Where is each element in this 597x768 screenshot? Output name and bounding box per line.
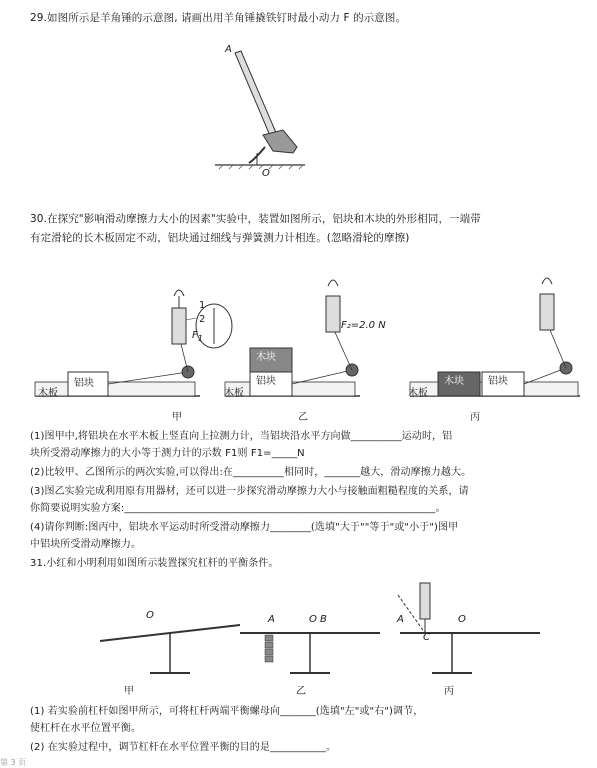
- q30-sub4-line1: (4)请你判断:图丙中，铝块水平运动时所受滑动摩擦力________(选填"大于""等于"或"小于")图甲: [30, 522, 459, 533]
- caption-yi: 乙: [298, 412, 308, 423]
- lever-caption-bing: 丙: [444, 686, 454, 697]
- q30-sub2: (2)比较甲、乙图所示的两次实验,可以得出:在__________相同时，_______越大，滑动摩擦力越大。: [30, 467, 472, 478]
- q30-sub3-line1: (3)图乙实验完成利用原有用器材，还可以进一步探究滑动摩擦力大小与接触面粗糙程度的关系，请: [30, 486, 469, 497]
- caption-bing: 丙: [470, 412, 480, 423]
- aluminum-label-jia: 铝块: [74, 378, 94, 389]
- lever-yi-a: A: [268, 614, 275, 625]
- q29-text: 29.如图所示是羊角锤的示意图, 请画出用羊角锤撬铁钉时最小动力 F 的示意图。: [30, 12, 407, 24]
- q31-intro: 31.小红和小明利用如图所示装置探究杠杆的平衡条件。: [30, 558, 279, 569]
- wood-label-bing: 木块: [444, 376, 464, 387]
- board-label-bing: 木板: [408, 388, 428, 399]
- q30-sub4-line2: 中铝块所受滑动摩擦力。: [30, 539, 142, 550]
- q30-intro-line1: 30.在探究"影响滑动摩擦力大小的因素"实验中，装置如图所示，铝块和木块的外形相同，一端带: [30, 213, 481, 225]
- lever-caption-yi: 乙: [296, 686, 306, 697]
- q29-label-a: A: [225, 44, 232, 55]
- lever-bing-c: C: [423, 632, 430, 643]
- aluminum-label-yi: 铝块: [256, 376, 276, 387]
- lever-yi-b: B: [320, 614, 327, 625]
- lever-figures: [40, 575, 580, 685]
- f2-label: F₂=2.0 N: [341, 320, 386, 331]
- q31-sub1-line2: 使杠杆在水平位置平衡。: [30, 723, 142, 734]
- q29-label-o: O: [262, 168, 270, 179]
- q30-sub3-line2: 你简要说明实验方案:_____________________________________________________________。: [30, 503, 446, 514]
- wood-label-yi: 木块: [256, 352, 276, 363]
- hammer-figure: [205, 35, 315, 185]
- aluminum-label-bing: 铝块: [488, 376, 508, 387]
- board-label-jia: 木板: [38, 388, 58, 399]
- page-mark: 第 3 页: [0, 758, 27, 767]
- lever-jia-o: O: [146, 610, 154, 621]
- q31-sub2: (2) 在实验过程中，调节杠杆在水平位置平衡的目的是___________。: [30, 742, 337, 753]
- f1-label: [192, 330, 203, 344]
- scale-mark-2: 2: [199, 314, 206, 325]
- f1-subscript: 1: [197, 333, 204, 343]
- q30-sub1-line2: 块所受滑动摩擦力的大小等于测力计的示数 F1则 F1=_____N: [30, 448, 305, 459]
- q30-intro-line2: 有定滑轮的长木板固定不动，铝块通过细线与弹簧测力计相连。(忽略滑轮的摩擦): [30, 232, 410, 244]
- lever-yi-o: O: [309, 614, 317, 625]
- lever-bing-o: O: [458, 614, 466, 625]
- f1-letter: F: [192, 330, 198, 341]
- q30-sub1-line1: (1)图甲中,将铝块在水平木板上竖直向上拉测力计，当铝块沿水平方向做__________运动时，铝: [30, 431, 453, 442]
- friction-figures: [0, 260, 580, 420]
- lever-caption-jia: 甲: [124, 686, 134, 697]
- lever-bing-a: A: [397, 614, 404, 625]
- scale-mark-1: 1: [199, 300, 206, 311]
- q31-sub1-line1: (1) 若实验前杠杆如图甲所示，可将杠杆两端平衡螺母向_______(选填"左"或"右")调节，: [30, 706, 424, 717]
- caption-jia: 甲: [172, 412, 182, 423]
- board-label-yi: 木板: [224, 388, 244, 399]
